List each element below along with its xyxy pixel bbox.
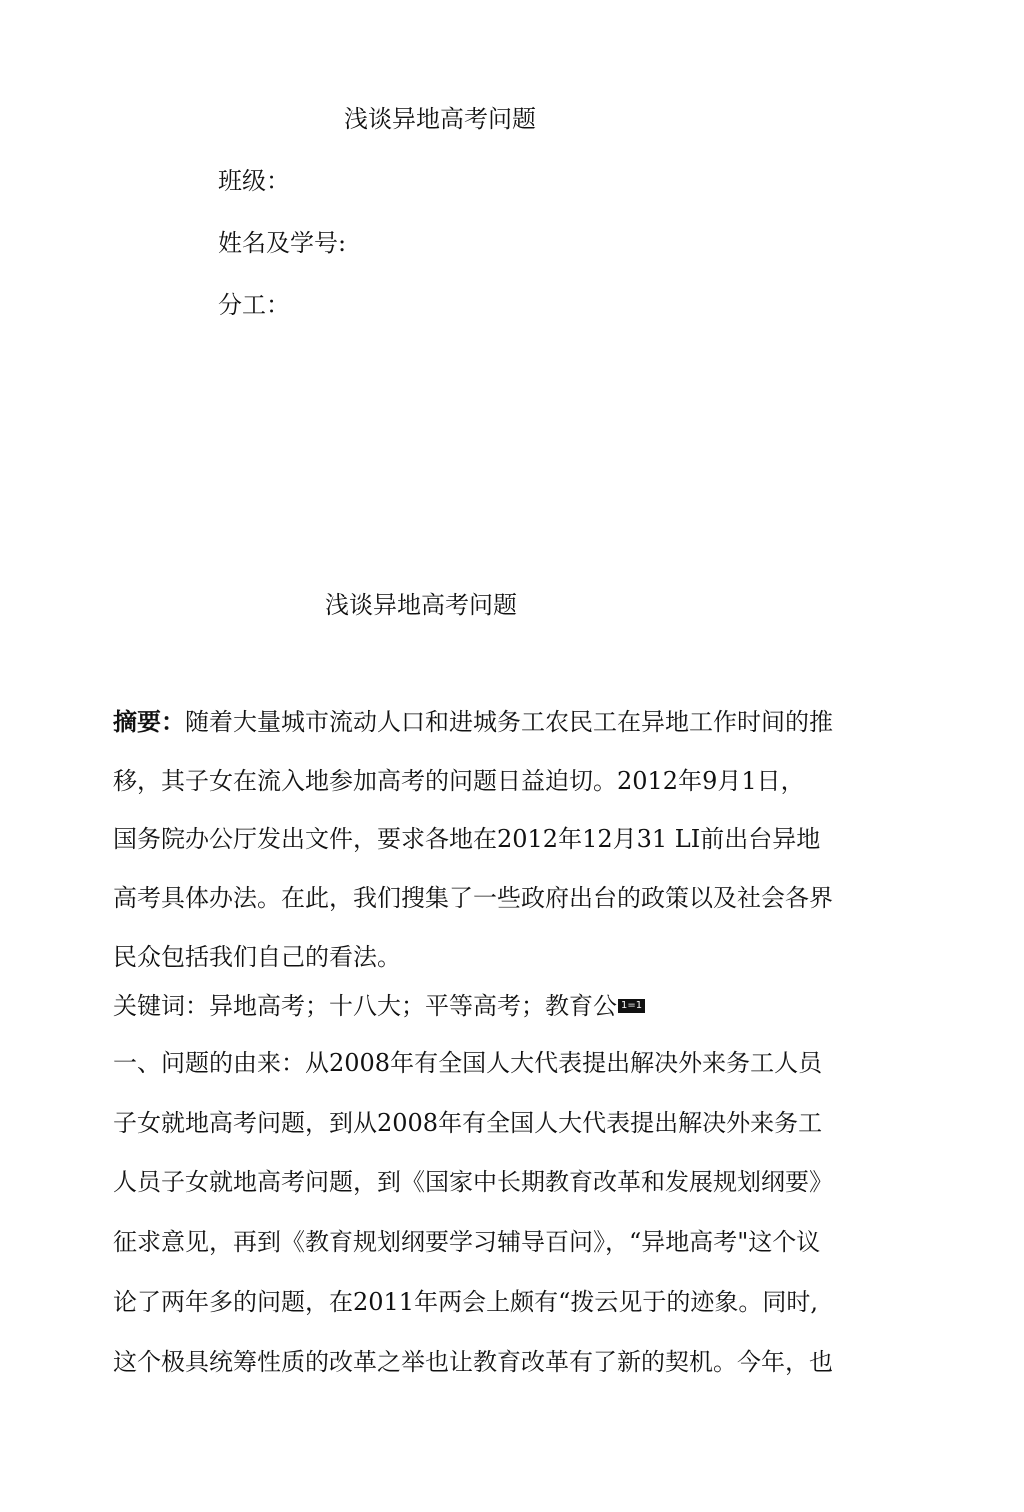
article-title: 浅谈异地高考问题	[325, 591, 517, 619]
abstract-line-4: 高考具体办法。在此，我们搜集了一些政府出台的政策以及社会各界	[113, 884, 833, 912]
abstract-line-1	[113, 707, 833, 737]
body-line-2: 子女就地高考问题，到从2008年有全国人大代表提出解决外来务工	[113, 1109, 823, 1137]
class-label: 班级：	[218, 167, 290, 195]
body-line-5: 论了两年多的问题，在2011年两会上颇有“拨云见于的迹象。同时,	[113, 1288, 818, 1316]
body-line-1: 一、问题的由来：从2008年有全国人大代表提出解决外来务工人员	[113, 1049, 823, 1077]
body-line-6: 这个极具统筹性质的改革之举也让教育改革有了新的契机。今年，也	[113, 1348, 833, 1376]
abstract-label: 摘要：	[113, 707, 185, 736]
keywords-text: 关键词：异地高考；十八大；平等高考；教育公	[113, 992, 617, 1020]
body-line-3: 人员子女就地高考问题，到《国家中长期教育改革和发展规划纲要》	[113, 1168, 833, 1196]
keywords-line	[113, 991, 645, 1021]
cover-title: 浅谈异地高考问题	[344, 105, 536, 133]
abstract-line-2: 移，其子女在流入地参加高考的问题日益迫切。2012年9月1日，	[113, 767, 805, 795]
division-of-work-label: 分工：	[218, 291, 290, 319]
name-student-id-label: 姓名及学号:	[218, 229, 347, 257]
abstract-text-1: 随着大量城市流动人口和进城务工农民工在异地工作时间的推	[185, 708, 833, 736]
keywords-badge: 1=1	[618, 999, 645, 1013]
abstract-line-3: 国务院办公厅发出文件，要求各地在2012年12月31 LI前出台异地	[113, 825, 821, 853]
body-line-4: 征求意见，再到《教育规划纲要学习辅导百问》，“异地高考"这个议	[113, 1228, 821, 1256]
abstract-line-5: 民众包括我们自己的看法。	[113, 943, 401, 971]
